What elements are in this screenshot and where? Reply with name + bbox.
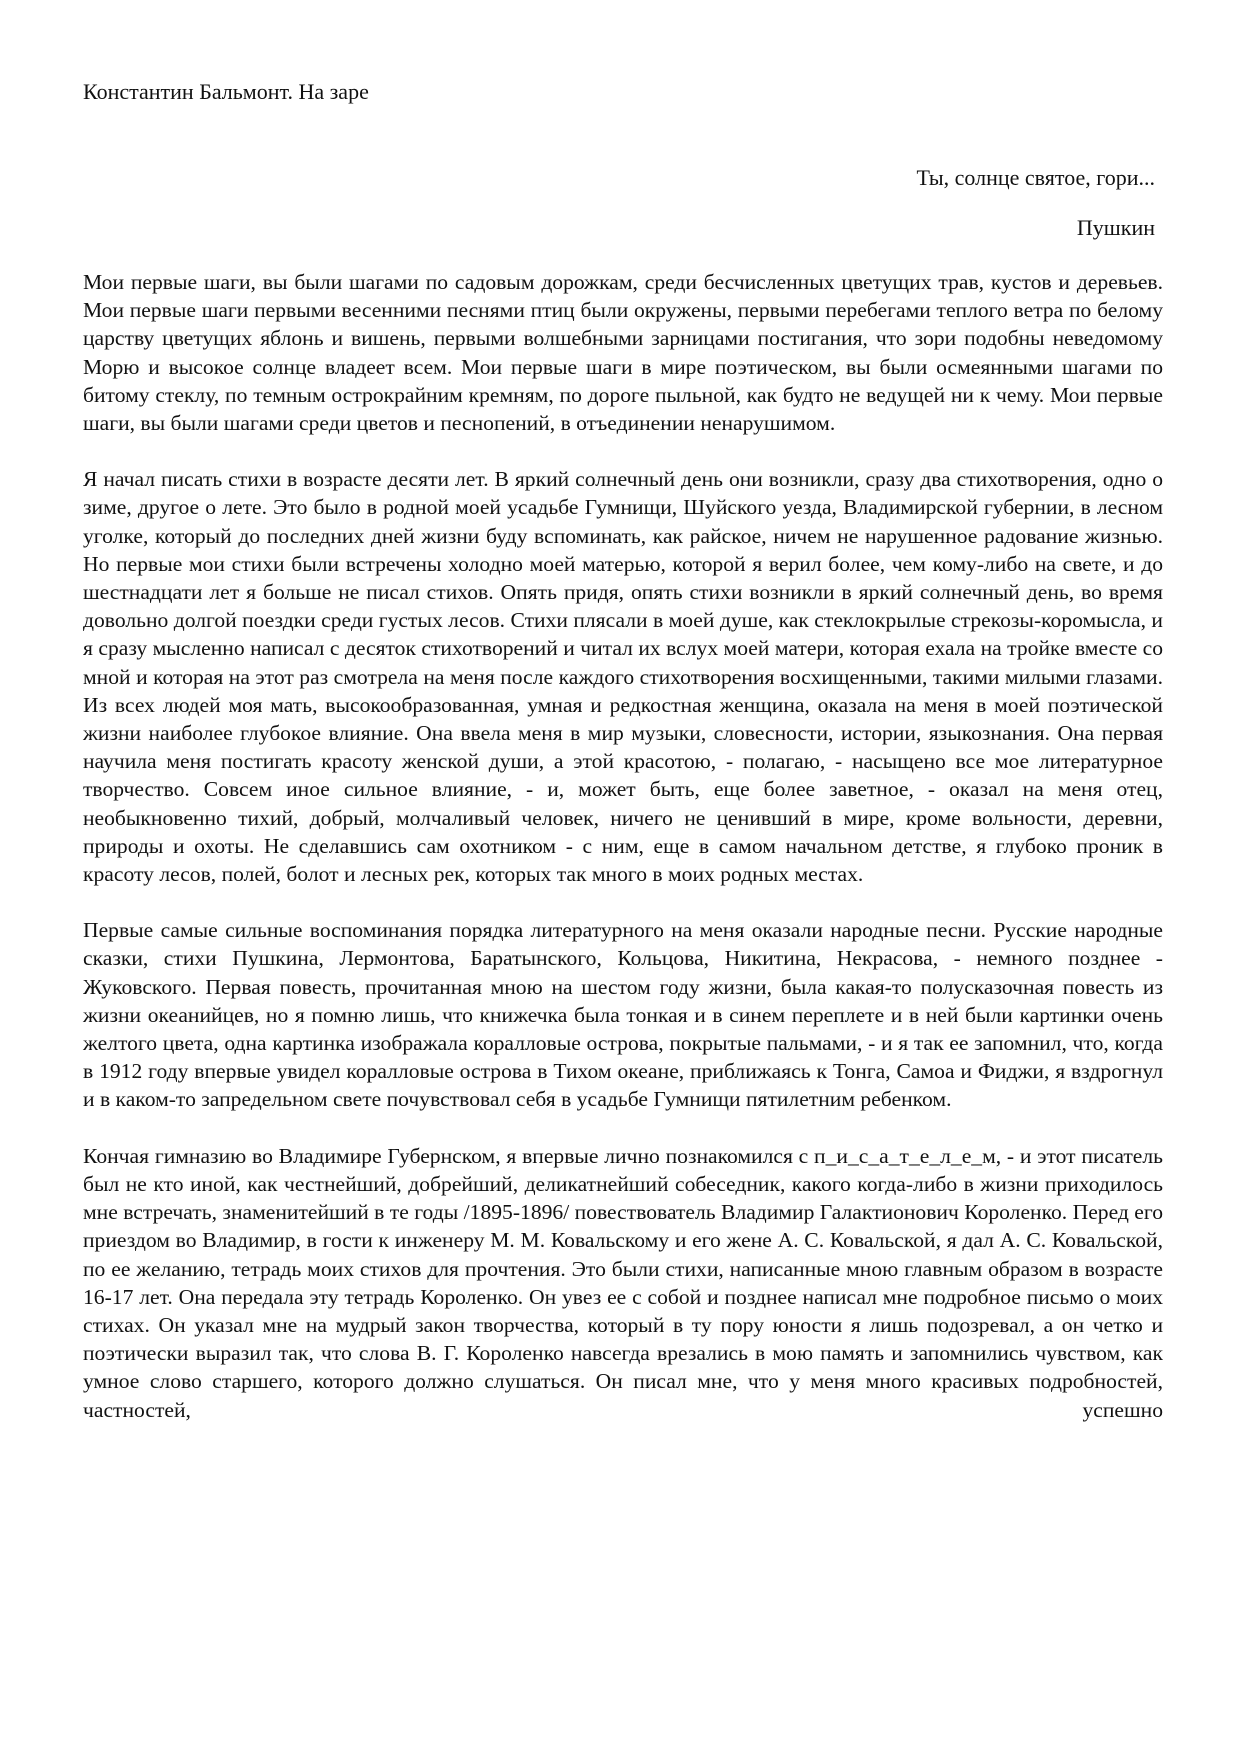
document-page	[83, 78, 1163, 1452]
paragraph-3: Первые самые сильные воспоминания порядка литературного на меня оказали народные песни. Русские народные сказки, стихи Пушкина, Лермонтова, Баратынского, Кольцова, Никитина, Некрасова, - немного позднее - Жуковского. Первая повесть, прочитанная мною на шестом году жизни, была какая-то полусказочная повесть из жизни океанийцев, но я помню лишь, что книжечка была тонкая и в синем переплете и в ней были картинки очень желтого цвета, одна картинка изображала коралловые острова, покрытые пальмами, - и я так ее запомнил, что, когда в 1912 году впервые увидел коралловые острова в Тихом океане, приближаясь к Тонга, Самоа и Фиджи, я вздрогнул и в каком-то запредельном свете почувствовал себя в усадьбе Гумнищи пятилетним ребенком.	[83, 918, 1163, 1112]
epigraph-author: Пушкин	[1076, 215, 1155, 240]
body-text	[83, 268, 1163, 1424]
paragraph-4: Кончая гимназию во Владимире Губернском, я впервые лично познакомился с п_и_с_а_т_е_л_е_м, - и этот писатель был не кто иной, как честнейший, добрейший, деликатнейший собеседник, какого когда-либо в жизни приходилось мне встречать, знаменитейший в те годы /1895-1896/ повествователь Владимир Галактионович Короленко. Перед его приездом во Владимир, в гости к инженеру М. М. Ковальскому и его жене А. С. Ковальской, я дал А. С. Ковальской, по ее желанию, тетрадь моих стихов для прочтения. Это были стихи, написанные мною главным образом в возрасте 16-17 лет. Она передала эту тетрадь Короленко. Он увез ее с собой и позднее написал мне подробное письмо о моих стихах. Он указал мне на мудрый закон творчества, который в ту пору юности я лишь подозревал, а он четко и поэтически выразил так, что слова В. Г. Короленко навсегда врезались в мою память и запомнились чувством, как умное слово старшего, которого должно слушаться. Он писал мне, что у меня много красивых подробностей, частностей, успешно	[83, 1143, 1163, 1422]
epigraph-text: Ты, солнце святое, гори...	[916, 165, 1155, 190]
document-title: Константин Бальмонт. На заре	[83, 79, 369, 104]
paragraph-1: Мои первые шаги, вы были шагами по садовым дорожкам, среди бесчисленных цветущих трав, кустов и деревьев. Мои первые шаги первыми весенними песнями птиц были окружены, первыми перебегами теплого ветра по белому царству цветущих яблонь и вишень, первыми волшебными зарницами постигания, что зори подобны неведомому Морю и высокое солнце владеет всем. Мои первые шаги в мире поэтическом, вы были осмеянными шагами по битому стеклу, по темным острокрайним кремням, по дороге пыльной, как будто не ведущей ни к чему. Мои первые шаги, вы были шагами среди цветов и песнопений, в отъединении ненарушимом.	[83, 270, 1163, 436]
paragraph-2: Я начал писать стихи в возрасте десяти лет. В яркий солнечный день они возникли, сразу два стихотворения, одно о зиме, другое о лете. Это было в родной моей усадьбе Гумнищи, Шуйского уезда, Владимирской губернии, в лесном уголке, который до последних дней жизни буду вспоминать, как райское, ничем не нарушенное радование жизнью. Но первые мои стихи были встречены холодно моей матерью, которой я верил более, чем кому-либо на свете, и до шестнадцати лет я больше не писал стихов. Опять придя, опять стихи возникли в яркий солнечный день, во время довольно долгой поездки среди густых лесов. Стихи плясали в моей душе, как стеклокрылые стрекозы-коромысла, и я сразу мысленно написал с десяток стихотворений и читал их вслух моей матери, которая ехала на тройке вместе со мной и которая на этот раз смотрела на меня после каждого стихотворения восхищенными, такими милыми глазами. Из всех людей моя мать, высокообразованная, умная и редкостная женщина, оказала на меня в моей поэтической жизни наиболее глубокое влияние. Она ввела меня в мир музыки, словесности, истории, языкознания. Она первая научила меня постигать красоту женской души, а этой красотою, - полагаю, - насыщено все мое литературное творчество. Совсем иное сильное влияние, - и, может быть, еще более заветное, - оказал на меня отец, необыкновенно тихий, добрый, молчаливый человек, ничего не ценивший в мире, кроме вольности, деревни, природы и охоты. Не сделавшись сам охотником - с ним, еще в самом начальном детстве, я глубоко проник в красоту лесов, полей, болот и лесных рек, которых так много в моих родных местах.	[83, 467, 1163, 887]
epigraph	[83, 164, 1163, 242]
